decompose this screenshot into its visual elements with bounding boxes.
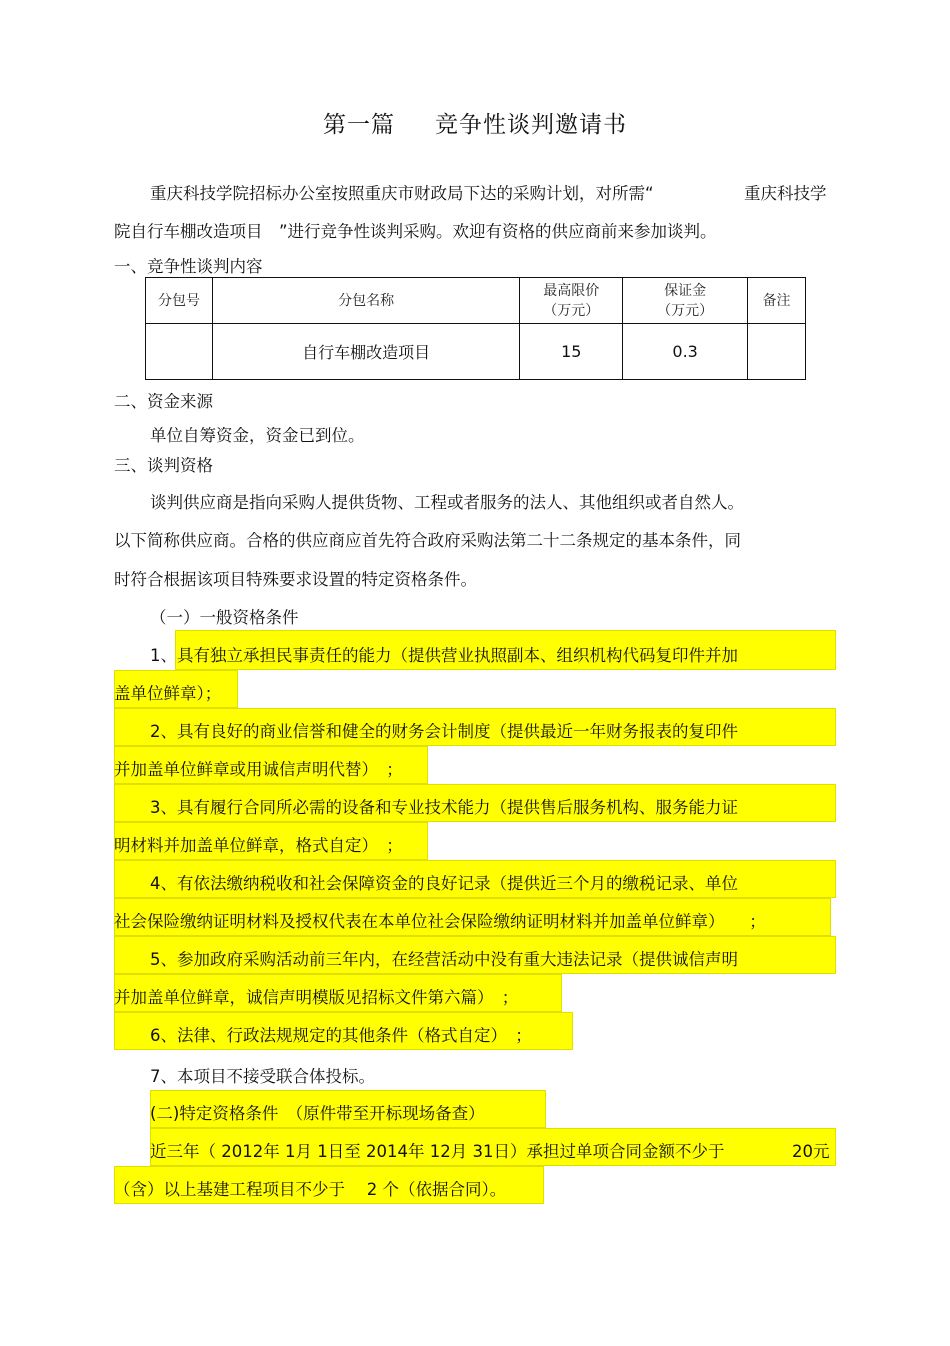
header-max-price-l1: 最高限价 <box>543 282 600 299</box>
general-heading: （一）一般资格条件 <box>150 608 299 627</box>
table-header-row <box>146 278 806 324</box>
section1-heading: 一、竞争性谈判内容 <box>114 257 263 276</box>
header-deposit-l2: （万元） <box>657 302 714 319</box>
item5-l1: 5、参加政府采购活动前三年内，在经营活动中没有重大违法记录（提供诚信声明 <box>150 950 738 969</box>
special-heading: (二)特定资格条件 （原件带至开标现场备查） <box>150 1104 485 1123</box>
header-deposit-l1: 保证金 <box>664 282 707 299</box>
cell-pkg-name: 自行车棚改造项目 <box>212 324 519 380</box>
intro-line1-b: 重庆科技学 <box>744 184 827 203</box>
item7: 7、本项目不接受联合体投标。 <box>150 1067 375 1086</box>
package-table <box>145 277 806 380</box>
section2-heading: 二、资金来源 <box>114 392 213 411</box>
header-pkg-no: 分包号 <box>146 278 213 324</box>
header-deposit <box>623 278 748 324</box>
special-l1-b: 20元 <box>792 1142 830 1161</box>
item6: 6、法律、行政法规规定的其他条件（格式自定） ； <box>150 1026 532 1045</box>
title-part2: 竞争性谈判邀请书 <box>435 112 627 138</box>
item2-l2: 并加盖单位鲜章或用诚信声明代替） ； <box>114 760 403 779</box>
item4-l2: 社会保险缴纳证明材料及授权代表在本单位社会保险缴纳证明材料并加盖单位鲜章） ； <box>114 912 766 931</box>
title-part1: 第一篇 <box>323 112 395 138</box>
section3-para-l1: 谈判供应商是指向采购人提供货物、工程或者服务的法人、其他组织或者自然人。 <box>150 493 744 512</box>
header-remark: 备注 <box>748 278 806 324</box>
section3-heading: 三、谈判资格 <box>114 456 213 475</box>
section3-para-l3: 时符合根据该项目特殊要求设置的特定资格条件。 <box>114 570 477 589</box>
item1-l1: 1、具有独立承担民事责任的能力（提供营业执照副本、组织机构代码复印件并加 <box>150 646 738 665</box>
header-max-price-l2: （万元） <box>543 302 600 319</box>
header-max-price <box>520 278 623 324</box>
cell-max-price: 15 <box>520 324 623 380</box>
table-row <box>146 324 806 380</box>
intro-line2: 院自行车棚改造项目 ”进行竞争性谈判采购。欢迎有资格的供应商前来参加谈判。 <box>114 222 717 241</box>
item5-l2: 并加盖单位鲜章，诚信声明模版见招标文件第六篇） ； <box>114 988 519 1007</box>
section3-para-l2: 以下简称供应商。合格的供应商应首先符合政府采购法第二十二条规定的基本条件，同 <box>114 531 741 550</box>
item4-l1: 4、有依法缴纳税收和社会保障资金的良好记录（提供近三个月的缴税记录、单位 <box>150 874 738 893</box>
special-l2: （含）以上基建工程项目不少于 2 个（依据合同）。 <box>114 1180 507 1199</box>
cell-remark <box>748 324 806 380</box>
cell-pkg-no <box>146 324 213 380</box>
intro-line1-a: 重庆科技学院招标办公室按照重庆市财政局下达的采购计划，对所需“ <box>150 184 654 203</box>
header-pkg-name: 分包名称 <box>212 278 519 324</box>
cell-deposit: 0.3 <box>623 324 748 380</box>
item3-l1: 3、具有履行合同所必需的设备和专业技术能力（提供售后服务机构、服务能力证 <box>150 798 738 817</box>
section2-text: 单位自筹资金，资金已到位。 <box>150 426 365 445</box>
item1-l2: 盖单位鲜章）； <box>114 684 222 703</box>
item2-l1: 2、具有良好的商业信誉和健全的财务会计制度（提供最近一年财务报表的复印件 <box>150 722 738 741</box>
item3-l2: 明材料并加盖单位鲜章，格式自定） ； <box>114 836 403 855</box>
page-title <box>0 106 950 139</box>
special-l1-a: 近三年（ 2012年 1月 1日至 2014年 12月 31日）承担过单项合同金额不少于 <box>150 1142 725 1161</box>
